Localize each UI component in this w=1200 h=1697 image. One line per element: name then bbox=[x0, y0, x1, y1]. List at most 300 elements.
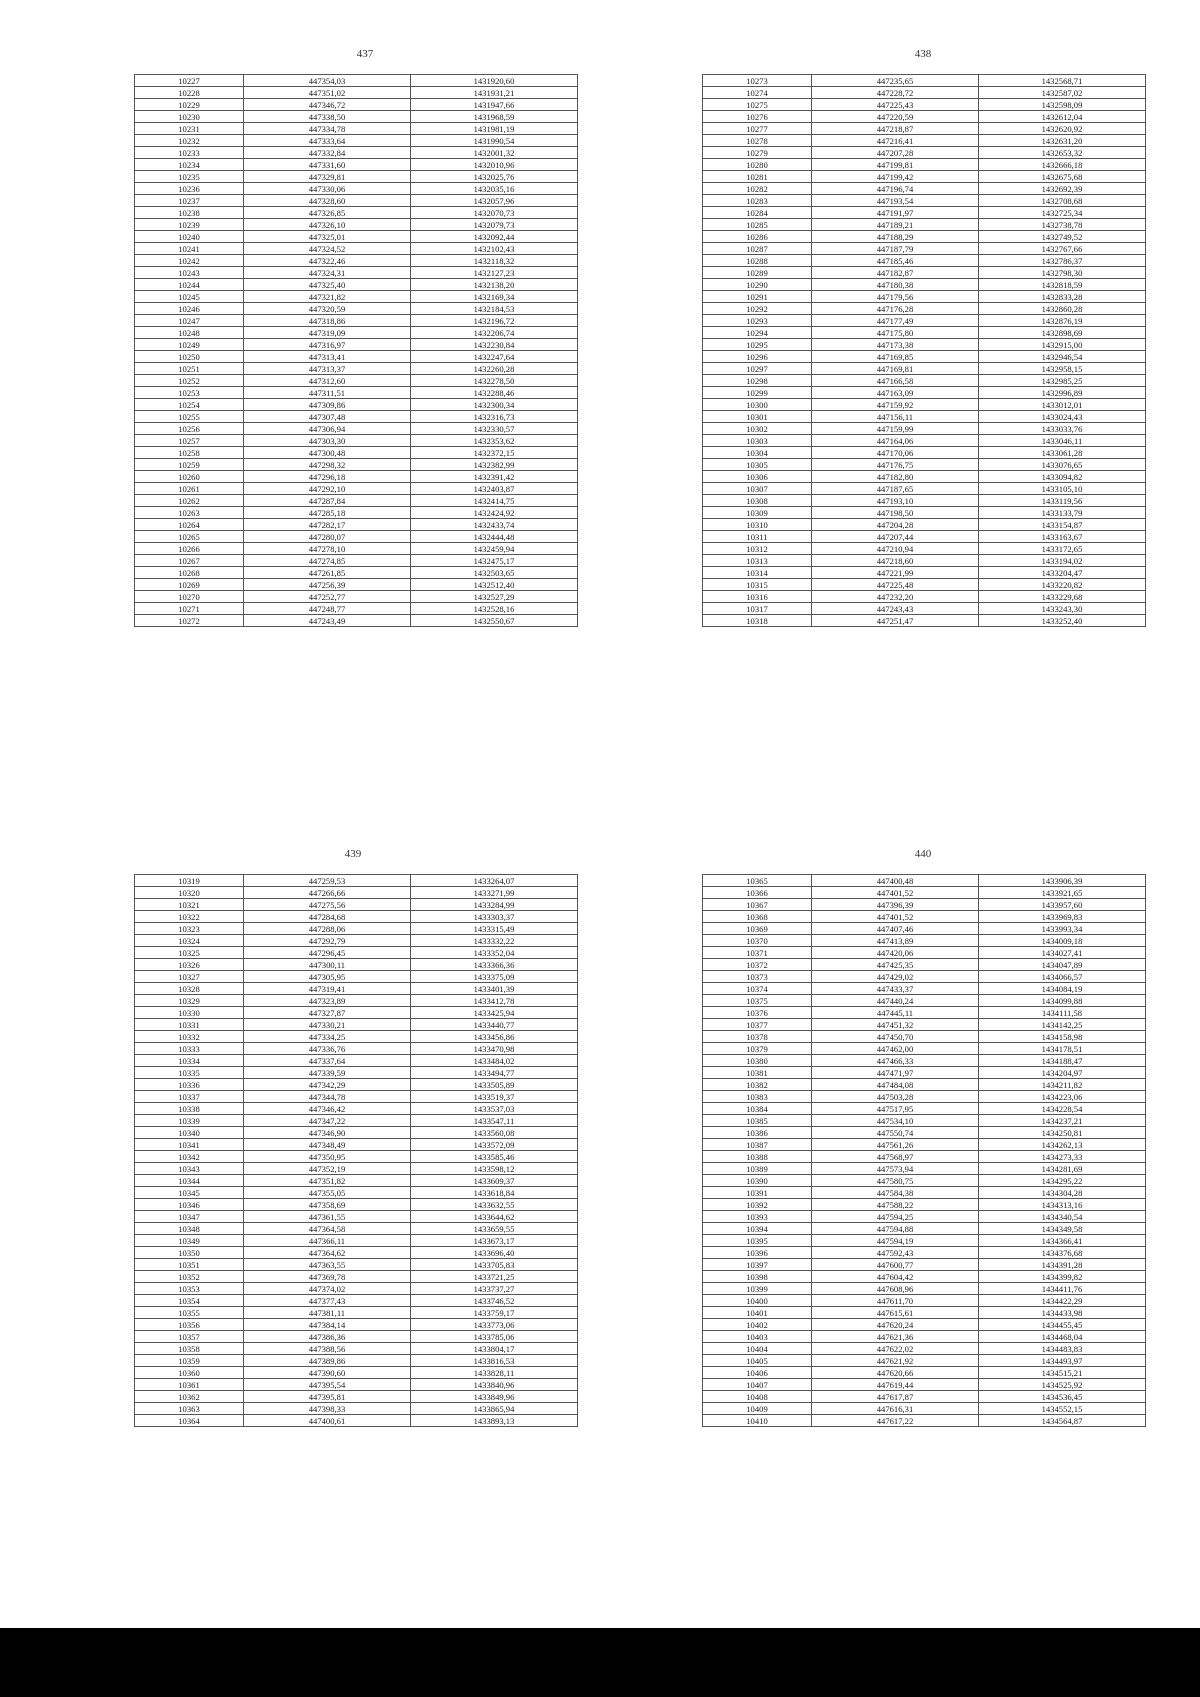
page-number: 439 bbox=[344, 848, 362, 860]
table-row bbox=[135, 615, 578, 627]
point-number-cell: 10273 bbox=[703, 75, 812, 87]
y-coordinate-cell: 1434250,81 bbox=[979, 1127, 1146, 1139]
point-number-cell: 10251 bbox=[135, 363, 244, 375]
table-row bbox=[135, 1163, 578, 1175]
x-coordinate-cell: 447187,65 bbox=[812, 483, 979, 495]
table-row bbox=[703, 555, 1146, 567]
table-row bbox=[703, 1079, 1146, 1091]
x-coordinate-cell: 447292,79 bbox=[244, 935, 411, 947]
y-coordinate-cell: 1433243,30 bbox=[979, 603, 1146, 615]
y-coordinate-cell: 1434142,25 bbox=[979, 1019, 1146, 1031]
point-number-cell: 10348 bbox=[135, 1223, 244, 1235]
table-row bbox=[703, 327, 1146, 339]
point-number-cell: 10235 bbox=[135, 171, 244, 183]
table-row bbox=[135, 447, 578, 459]
point-number-cell: 10371 bbox=[703, 947, 812, 959]
x-coordinate-cell: 447287,84 bbox=[244, 495, 411, 507]
table-row bbox=[135, 339, 578, 351]
x-coordinate-cell: 447322,46 bbox=[244, 255, 411, 267]
y-coordinate-cell: 1432725,34 bbox=[979, 207, 1146, 219]
table-row bbox=[135, 875, 578, 887]
point-number-cell: 10319 bbox=[135, 875, 244, 887]
y-coordinate-cell: 1433673,17 bbox=[411, 1235, 578, 1247]
table-row bbox=[135, 219, 578, 231]
y-coordinate-cell: 1433519,37 bbox=[411, 1091, 578, 1103]
x-coordinate-cell: 447156,11 bbox=[812, 411, 979, 423]
table-row bbox=[135, 435, 578, 447]
point-number-cell: 10375 bbox=[703, 995, 812, 1007]
x-coordinate-cell: 447462,00 bbox=[812, 1043, 979, 1055]
x-coordinate-cell: 447584,38 bbox=[812, 1187, 979, 1199]
black-bottom-band bbox=[0, 1628, 1200, 1697]
x-coordinate-cell: 447466,33 bbox=[812, 1055, 979, 1067]
point-number-cell: 10247 bbox=[135, 315, 244, 327]
x-coordinate-cell: 447386,36 bbox=[244, 1331, 411, 1343]
table-row bbox=[703, 435, 1146, 447]
point-number-cell: 10392 bbox=[703, 1199, 812, 1211]
coordinate-table bbox=[134, 74, 578, 627]
y-coordinate-cell: 1432675,68 bbox=[979, 171, 1146, 183]
y-coordinate-cell: 1432035,16 bbox=[411, 183, 578, 195]
y-coordinate-cell: 1433537,03 bbox=[411, 1103, 578, 1115]
point-number-cell: 10379 bbox=[703, 1043, 812, 1055]
point-number-cell: 10317 bbox=[703, 603, 812, 615]
table-row bbox=[703, 1091, 1146, 1103]
y-coordinate-cell: 1432786,37 bbox=[979, 255, 1146, 267]
point-number-cell: 10272 bbox=[135, 615, 244, 627]
x-coordinate-cell: 447348,49 bbox=[244, 1139, 411, 1151]
x-coordinate-cell: 447550,74 bbox=[812, 1127, 979, 1139]
point-number-cell: 10402 bbox=[703, 1319, 812, 1331]
y-coordinate-cell: 1434422,29 bbox=[979, 1295, 1146, 1307]
y-coordinate-cell: 1432749,52 bbox=[979, 231, 1146, 243]
table-row bbox=[703, 75, 1146, 87]
point-number-cell: 10274 bbox=[703, 87, 812, 99]
y-coordinate-cell: 1434468,04 bbox=[979, 1331, 1146, 1343]
y-coordinate-cell: 1432767,66 bbox=[979, 243, 1146, 255]
x-coordinate-cell: 447199,81 bbox=[812, 159, 979, 171]
y-coordinate-cell: 1432118,32 bbox=[411, 255, 578, 267]
point-number-cell: 10252 bbox=[135, 375, 244, 387]
table-row bbox=[135, 971, 578, 983]
point-number-cell: 10339 bbox=[135, 1115, 244, 1127]
x-coordinate-cell: 447346,72 bbox=[244, 99, 411, 111]
y-coordinate-cell: 1432631,20 bbox=[979, 135, 1146, 147]
point-number-cell: 10259 bbox=[135, 459, 244, 471]
y-coordinate-cell: 1432798,30 bbox=[979, 267, 1146, 279]
table-row bbox=[135, 1367, 578, 1379]
table-row bbox=[135, 1319, 578, 1331]
x-coordinate-cell: 447621,36 bbox=[812, 1331, 979, 1343]
table-row bbox=[703, 423, 1146, 435]
y-coordinate-cell: 1433609,37 bbox=[411, 1175, 578, 1187]
point-number-cell: 10258 bbox=[135, 447, 244, 459]
y-coordinate-cell: 1432444,48 bbox=[411, 531, 578, 543]
point-number-cell: 10368 bbox=[703, 911, 812, 923]
y-coordinate-cell: 1433119,56 bbox=[979, 495, 1146, 507]
x-coordinate-cell: 447225,43 bbox=[812, 99, 979, 111]
table-row bbox=[703, 959, 1146, 971]
y-coordinate-cell: 1434483,83 bbox=[979, 1343, 1146, 1355]
table-row bbox=[703, 1139, 1146, 1151]
y-coordinate-cell: 1432247,64 bbox=[411, 351, 578, 363]
point-number-cell: 10330 bbox=[135, 1007, 244, 1019]
table-row bbox=[135, 519, 578, 531]
x-coordinate-cell: 447358,69 bbox=[244, 1199, 411, 1211]
y-coordinate-cell: 1432666,18 bbox=[979, 159, 1146, 171]
point-number-cell: 10303 bbox=[703, 435, 812, 447]
y-coordinate-cell: 1434376,68 bbox=[979, 1247, 1146, 1259]
table-row bbox=[135, 1115, 578, 1127]
x-coordinate-cell: 447218,87 bbox=[812, 123, 979, 135]
point-number-cell: 10351 bbox=[135, 1259, 244, 1271]
point-number-cell: 10227 bbox=[135, 75, 244, 87]
y-coordinate-cell: 1432138,20 bbox=[411, 279, 578, 291]
table-row bbox=[135, 279, 578, 291]
point-number-cell: 10321 bbox=[135, 899, 244, 911]
point-number-cell: 10350 bbox=[135, 1247, 244, 1259]
table-row bbox=[703, 971, 1146, 983]
table-row bbox=[703, 923, 1146, 935]
page-number: 440 bbox=[914, 848, 932, 860]
table-row bbox=[703, 1043, 1146, 1055]
point-number-cell: 10340 bbox=[135, 1127, 244, 1139]
y-coordinate-cell: 1433572,09 bbox=[411, 1139, 578, 1151]
x-coordinate-cell: 447342,29 bbox=[244, 1079, 411, 1091]
table-row bbox=[703, 1151, 1146, 1163]
y-coordinate-cell: 1434188,47 bbox=[979, 1055, 1146, 1067]
table-row bbox=[135, 1235, 578, 1247]
table-row bbox=[135, 1079, 578, 1091]
point-number-cell: 10299 bbox=[703, 387, 812, 399]
table-row bbox=[703, 1415, 1146, 1427]
y-coordinate-cell: 1433969,83 bbox=[979, 911, 1146, 923]
table-row bbox=[135, 267, 578, 279]
x-coordinate-cell: 447282,17 bbox=[244, 519, 411, 531]
point-number-cell: 10378 bbox=[703, 1031, 812, 1043]
table-row bbox=[703, 159, 1146, 171]
x-coordinate-cell: 447400,48 bbox=[812, 875, 979, 887]
table-row bbox=[703, 1331, 1146, 1343]
x-coordinate-cell: 447388,56 bbox=[244, 1343, 411, 1355]
y-coordinate-cell: 1433163,67 bbox=[979, 531, 1146, 543]
point-number-cell: 10338 bbox=[135, 1103, 244, 1115]
y-coordinate-cell: 1434111,58 bbox=[979, 1007, 1146, 1019]
x-coordinate-cell: 447313,41 bbox=[244, 351, 411, 363]
table-row bbox=[135, 947, 578, 959]
table-row bbox=[135, 1223, 578, 1235]
x-coordinate-cell: 447196,74 bbox=[812, 183, 979, 195]
x-coordinate-cell: 447396,39 bbox=[812, 899, 979, 911]
x-coordinate-cell: 447319,09 bbox=[244, 327, 411, 339]
y-coordinate-cell: 1434047,89 bbox=[979, 959, 1146, 971]
x-coordinate-cell: 447274,85 bbox=[244, 555, 411, 567]
x-coordinate-cell: 447324,31 bbox=[244, 267, 411, 279]
table-row bbox=[135, 195, 578, 207]
x-coordinate-cell: 447198,50 bbox=[812, 507, 979, 519]
y-coordinate-cell: 1434493,97 bbox=[979, 1355, 1146, 1367]
table-row bbox=[703, 1271, 1146, 1283]
point-number-cell: 10380 bbox=[703, 1055, 812, 1067]
point-number-cell: 10309 bbox=[703, 507, 812, 519]
point-number-cell: 10386 bbox=[703, 1127, 812, 1139]
point-number-cell: 10232 bbox=[135, 135, 244, 147]
y-coordinate-cell: 1433456,86 bbox=[411, 1031, 578, 1043]
x-coordinate-cell: 447325,40 bbox=[244, 279, 411, 291]
point-number-cell: 10388 bbox=[703, 1151, 812, 1163]
y-coordinate-cell: 1433598,12 bbox=[411, 1163, 578, 1175]
point-number-cell: 10367 bbox=[703, 899, 812, 911]
table-row bbox=[135, 183, 578, 195]
table-row bbox=[703, 219, 1146, 231]
y-coordinate-cell: 1433105,10 bbox=[979, 483, 1146, 495]
x-coordinate-cell: 447344,78 bbox=[244, 1091, 411, 1103]
table-row bbox=[703, 87, 1146, 99]
y-coordinate-cell: 1432946,54 bbox=[979, 351, 1146, 363]
point-number-cell: 10275 bbox=[703, 99, 812, 111]
y-coordinate-cell: 1432057,96 bbox=[411, 195, 578, 207]
table-row bbox=[135, 1103, 578, 1115]
table-row bbox=[703, 135, 1146, 147]
x-coordinate-cell: 447401,52 bbox=[812, 887, 979, 899]
y-coordinate-cell: 1432001,32 bbox=[411, 147, 578, 159]
y-coordinate-cell: 1432391,42 bbox=[411, 471, 578, 483]
table-row bbox=[703, 231, 1146, 243]
x-coordinate-cell: 447364,62 bbox=[244, 1247, 411, 1259]
point-number-cell: 10243 bbox=[135, 267, 244, 279]
y-coordinate-cell: 1434204,97 bbox=[979, 1067, 1146, 1079]
point-number-cell: 10398 bbox=[703, 1271, 812, 1283]
y-coordinate-cell: 1433076,65 bbox=[979, 459, 1146, 471]
point-number-cell: 10314 bbox=[703, 567, 812, 579]
x-coordinate-cell: 447251,47 bbox=[812, 615, 979, 627]
point-number-cell: 10281 bbox=[703, 171, 812, 183]
table-row bbox=[703, 123, 1146, 135]
x-coordinate-cell: 447395,81 bbox=[244, 1391, 411, 1403]
table-row bbox=[135, 1283, 578, 1295]
x-coordinate-cell: 447617,22 bbox=[812, 1415, 979, 1427]
x-coordinate-cell: 447179,56 bbox=[812, 291, 979, 303]
y-coordinate-cell: 1433412,78 bbox=[411, 995, 578, 1007]
y-coordinate-cell: 1434158,98 bbox=[979, 1031, 1146, 1043]
point-number-cell: 10370 bbox=[703, 935, 812, 947]
x-coordinate-cell: 447278,10 bbox=[244, 543, 411, 555]
table-row bbox=[703, 615, 1146, 627]
table-row bbox=[703, 591, 1146, 603]
table-row bbox=[703, 375, 1146, 387]
table-row bbox=[135, 231, 578, 243]
table-row bbox=[135, 459, 578, 471]
x-coordinate-cell: 447389,86 bbox=[244, 1355, 411, 1367]
x-coordinate-cell: 447324,52 bbox=[244, 243, 411, 255]
table-row bbox=[135, 1091, 578, 1103]
point-number-cell: 10322 bbox=[135, 911, 244, 923]
table-row bbox=[703, 1283, 1146, 1295]
y-coordinate-cell: 1431931,21 bbox=[411, 87, 578, 99]
y-coordinate-cell: 1432475,17 bbox=[411, 555, 578, 567]
y-coordinate-cell: 1434084,19 bbox=[979, 983, 1146, 995]
point-number-cell: 10283 bbox=[703, 195, 812, 207]
y-coordinate-cell: 1432958,15 bbox=[979, 363, 1146, 375]
x-coordinate-cell: 447259,53 bbox=[244, 875, 411, 887]
table-row bbox=[703, 315, 1146, 327]
y-coordinate-cell: 1434273,33 bbox=[979, 1151, 1146, 1163]
x-coordinate-cell: 447288,06 bbox=[244, 923, 411, 935]
y-coordinate-cell: 1432025,76 bbox=[411, 171, 578, 183]
x-coordinate-cell: 447280,07 bbox=[244, 531, 411, 543]
point-number-cell: 10300 bbox=[703, 399, 812, 411]
x-coordinate-cell: 447327,87 bbox=[244, 1007, 411, 1019]
table-row bbox=[135, 1355, 578, 1367]
table-row bbox=[703, 339, 1146, 351]
coordinate-table bbox=[702, 74, 1146, 627]
y-coordinate-cell: 1433705,83 bbox=[411, 1259, 578, 1271]
y-coordinate-cell: 1432010,96 bbox=[411, 159, 578, 171]
x-coordinate-cell: 447261,85 bbox=[244, 567, 411, 579]
x-coordinate-cell: 447159,99 bbox=[812, 423, 979, 435]
x-coordinate-cell: 447346,42 bbox=[244, 1103, 411, 1115]
y-coordinate-cell: 1434525,92 bbox=[979, 1379, 1146, 1391]
y-coordinate-cell: 1433746,52 bbox=[411, 1295, 578, 1307]
x-coordinate-cell: 447177,49 bbox=[812, 315, 979, 327]
point-number-cell: 10276 bbox=[703, 111, 812, 123]
x-coordinate-cell: 447338,50 bbox=[244, 111, 411, 123]
y-coordinate-cell: 1431968,59 bbox=[411, 111, 578, 123]
table-row bbox=[135, 495, 578, 507]
point-number-cell: 10230 bbox=[135, 111, 244, 123]
point-number-cell: 10279 bbox=[703, 147, 812, 159]
point-number-cell: 10355 bbox=[135, 1307, 244, 1319]
y-coordinate-cell: 1431981,19 bbox=[411, 123, 578, 135]
table-row bbox=[703, 207, 1146, 219]
y-coordinate-cell: 1432372,15 bbox=[411, 447, 578, 459]
table-row bbox=[703, 1103, 1146, 1115]
point-number-cell: 10343 bbox=[135, 1163, 244, 1175]
y-coordinate-cell: 1433024,43 bbox=[979, 411, 1146, 423]
x-coordinate-cell: 447580,75 bbox=[812, 1175, 979, 1187]
table-row bbox=[703, 1295, 1146, 1307]
y-coordinate-cell: 1433046,11 bbox=[979, 435, 1146, 447]
table-row bbox=[703, 1175, 1146, 1187]
y-coordinate-cell: 1433560,08 bbox=[411, 1127, 578, 1139]
x-coordinate-cell: 447351,02 bbox=[244, 87, 411, 99]
y-coordinate-cell: 1433828,11 bbox=[411, 1367, 578, 1379]
table-row bbox=[135, 171, 578, 183]
table-row bbox=[703, 567, 1146, 579]
x-coordinate-cell: 447182,80 bbox=[812, 471, 979, 483]
y-coordinate-cell: 1431990,54 bbox=[411, 135, 578, 147]
point-number-cell: 10344 bbox=[135, 1175, 244, 1187]
table-row bbox=[703, 1031, 1146, 1043]
point-number-cell: 10293 bbox=[703, 315, 812, 327]
y-coordinate-cell: 1434366,41 bbox=[979, 1235, 1146, 1247]
x-coordinate-cell: 447398,33 bbox=[244, 1403, 411, 1415]
x-coordinate-cell: 447285,18 bbox=[244, 507, 411, 519]
table-row bbox=[135, 591, 578, 603]
y-coordinate-cell: 1434027,41 bbox=[979, 947, 1146, 959]
y-coordinate-cell: 1433840,96 bbox=[411, 1379, 578, 1391]
y-coordinate-cell: 1434178,51 bbox=[979, 1043, 1146, 1055]
point-number-cell: 10244 bbox=[135, 279, 244, 291]
table-row bbox=[703, 1019, 1146, 1031]
y-coordinate-cell: 1432550,67 bbox=[411, 615, 578, 627]
y-coordinate-cell: 1433425,94 bbox=[411, 1007, 578, 1019]
x-coordinate-cell: 447296,18 bbox=[244, 471, 411, 483]
table-row bbox=[135, 959, 578, 971]
point-number-cell: 10406 bbox=[703, 1367, 812, 1379]
table-row bbox=[135, 1067, 578, 1079]
x-coordinate-cell: 447611,70 bbox=[812, 1295, 979, 1307]
point-number-cell: 10362 bbox=[135, 1391, 244, 1403]
y-coordinate-cell: 1433759,17 bbox=[411, 1307, 578, 1319]
y-coordinate-cell: 1432330,57 bbox=[411, 423, 578, 435]
table-row bbox=[135, 135, 578, 147]
point-number-cell: 10366 bbox=[703, 887, 812, 899]
y-coordinate-cell: 1432653,32 bbox=[979, 147, 1146, 159]
y-coordinate-cell: 1433785,06 bbox=[411, 1331, 578, 1343]
y-coordinate-cell: 1431920,60 bbox=[411, 75, 578, 87]
x-coordinate-cell: 447471,97 bbox=[812, 1067, 979, 1079]
table-row bbox=[135, 159, 578, 171]
point-number-cell: 10306 bbox=[703, 471, 812, 483]
x-coordinate-cell: 447337,64 bbox=[244, 1055, 411, 1067]
table-row bbox=[703, 1367, 1146, 1379]
point-number-cell: 10364 bbox=[135, 1415, 244, 1427]
point-number-cell: 10278 bbox=[703, 135, 812, 147]
y-coordinate-cell: 1433696,40 bbox=[411, 1247, 578, 1259]
x-coordinate-cell: 447363,55 bbox=[244, 1259, 411, 1271]
point-number-cell: 10369 bbox=[703, 923, 812, 935]
x-coordinate-cell: 447312,60 bbox=[244, 375, 411, 387]
x-coordinate-cell: 447347,22 bbox=[244, 1115, 411, 1127]
x-coordinate-cell: 447361,55 bbox=[244, 1211, 411, 1223]
x-coordinate-cell: 447169,85 bbox=[812, 351, 979, 363]
table-row bbox=[135, 935, 578, 947]
point-number-cell: 10324 bbox=[135, 935, 244, 947]
table-row bbox=[135, 351, 578, 363]
table-row bbox=[135, 387, 578, 399]
y-coordinate-cell: 1432898,69 bbox=[979, 327, 1146, 339]
y-coordinate-cell: 1434099,88 bbox=[979, 995, 1146, 1007]
y-coordinate-cell: 1432503,65 bbox=[411, 567, 578, 579]
x-coordinate-cell: 447321,82 bbox=[244, 291, 411, 303]
point-number-cell: 10325 bbox=[135, 947, 244, 959]
point-number-cell: 10409 bbox=[703, 1403, 812, 1415]
page-number: 438 bbox=[914, 48, 932, 60]
x-coordinate-cell: 447336,76 bbox=[244, 1043, 411, 1055]
y-coordinate-cell: 1434262,13 bbox=[979, 1139, 1146, 1151]
x-coordinate-cell: 447292,10 bbox=[244, 483, 411, 495]
y-coordinate-cell: 1433494,77 bbox=[411, 1067, 578, 1079]
x-coordinate-cell: 447296,45 bbox=[244, 947, 411, 959]
x-coordinate-cell: 447180,38 bbox=[812, 279, 979, 291]
point-number-cell: 10377 bbox=[703, 1019, 812, 1031]
point-number-cell: 10236 bbox=[135, 183, 244, 195]
table-row bbox=[135, 1391, 578, 1403]
table-row bbox=[703, 1127, 1146, 1139]
y-coordinate-cell: 1432070,73 bbox=[411, 207, 578, 219]
x-coordinate-cell: 447311,51 bbox=[244, 387, 411, 399]
point-number-cell: 10296 bbox=[703, 351, 812, 363]
point-number-cell: 10294 bbox=[703, 327, 812, 339]
table-row bbox=[135, 1187, 578, 1199]
table-row bbox=[135, 111, 578, 123]
y-coordinate-cell: 1434564,87 bbox=[979, 1415, 1146, 1427]
point-number-cell: 10387 bbox=[703, 1139, 812, 1151]
x-coordinate-cell: 447305,95 bbox=[244, 971, 411, 983]
point-number-cell: 10241 bbox=[135, 243, 244, 255]
x-coordinate-cell: 447176,28 bbox=[812, 303, 979, 315]
